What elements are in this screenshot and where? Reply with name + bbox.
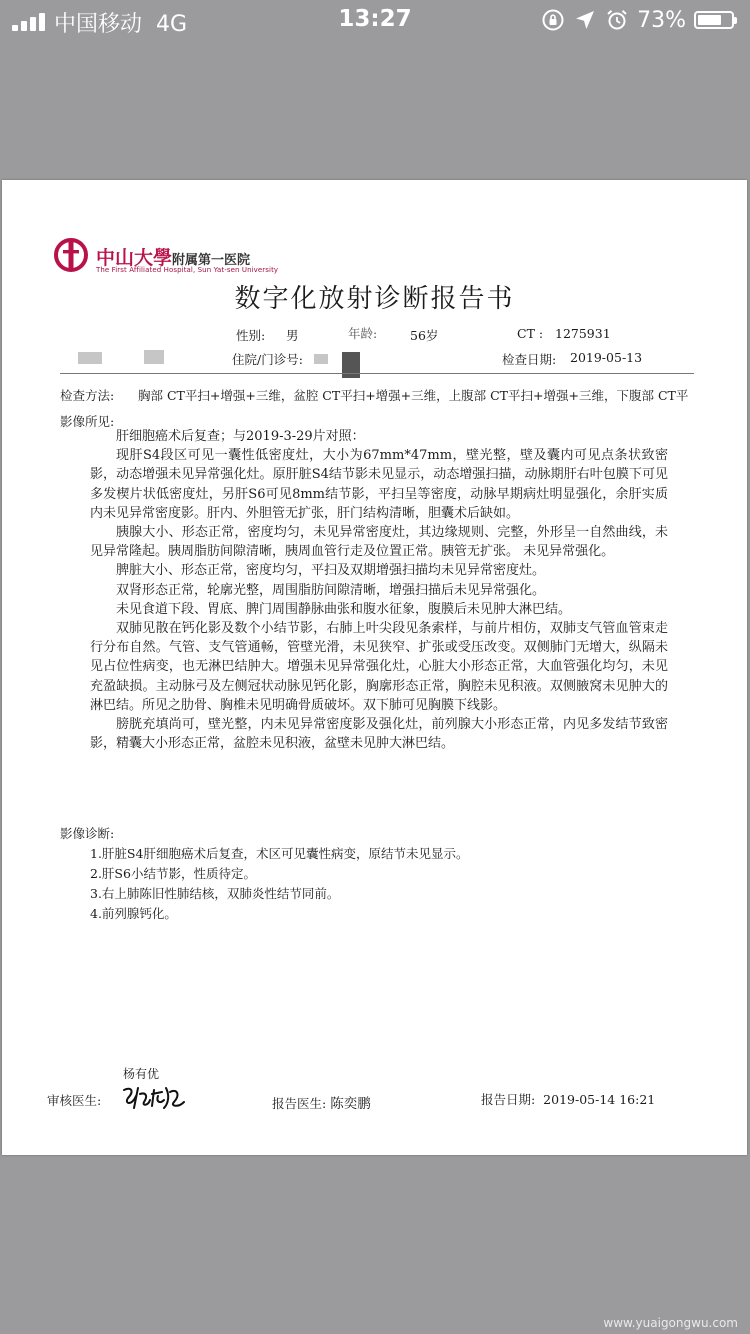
finding-paragraph: 未见食道下段、胃底、脾门周围静脉曲张和腹水征象，腹膜后未见肿大淋巴结。 — [116, 601, 572, 617]
diagnosis-label: 影像诊断: — [60, 826, 115, 841]
ct-number: 1275931 — [555, 326, 611, 341]
finding-paragraph: 现肝S4段区可见一囊性低密度灶，大小为67mm*47mm，壁光整，壁及囊内可见点条状致密影，动态增强未见异常强化灶。原肝脏S4结节影未见显示，动态增强扫描，动脉期肝右叶包膜下可见多发楔片状低密度灶，另肝S6可见8mm结节影，平扫呈等密度，动脉早期病灶明显强化，余肝实质内未见异常密度影。肝内、外胆管无扩张，肝门结构清晰，胆囊术后缺如。 — [90, 448, 668, 521]
diagnosis-item: 1.肝脏S4肝细胞癌术后复查，术区可见囊性病变，原结节未见显示。 — [90, 846, 469, 861]
finding-paragraph: 双肺见散在钙化影及数个小结节影，右肺上叶尖段见条索样，与前片相仿，双肺支气管血管束走行分布自然。气管、支气管通畅，管壁光滑，未见狭窄、扩张或受压改变。双侧肺门无增大，纵隔未见占位性病变，也无淋巴结肿大。增强未见异常强化灶，心脏大小形态正常，大血管强化均匀，未见充盈缺损。主动脉弓及左侧冠状动脉见钙化影，胸廓形态正常，胸腔未见积液。双侧腋窝未见肿大的淋巴结。所见之肋骨、胸椎未见明确骨质破坏。双下肺可见胸膜下线影。 — [90, 621, 668, 713]
finding-paragraph: 双肾形态正常，轮廓光整，周围脂肪间隙清晰，增强扫描后未见异常强化。 — [116, 582, 546, 598]
redacted-block — [314, 354, 328, 364]
alarm-icon — [605, 8, 629, 32]
exam-method-label: 检查方法: — [60, 388, 115, 403]
carrier-label: 中国移动 4G — [54, 12, 188, 37]
findings-text — [90, 427, 668, 753]
battery-level-fill — [698, 15, 721, 25]
gender-label: 性别: — [236, 328, 266, 343]
exam-date-label: 检查日期: — [502, 352, 557, 367]
hospital-name-en: The First Affiliated Hospital, Sun Yat-sen University — [96, 266, 279, 274]
exam-method-value: 胸部 CT平扫+增强+三维，盆腔 CT平扫+增强+三维，上腹部 CT平扫+增强+三维，下腹部 CT平 — [138, 388, 689, 403]
diagnosis-item: 3.右上肺陈旧性肺结核，双肺炎性结节同前。 — [90, 886, 340, 901]
status-time: 13:27 — [338, 6, 412, 32]
report-sheet — [2, 180, 747, 1155]
redacted-block — [144, 350, 164, 364]
report-title: 数字化放射诊断报告书 — [234, 284, 515, 314]
reporter-name: 陈奕鹏 — [330, 1096, 371, 1112]
redacted-block — [342, 352, 360, 378]
age-label: 年龄: — [348, 326, 378, 341]
ct-label: CT : — [517, 326, 544, 341]
reporter-label: 报告医生: 陈奕鹏 — [272, 1096, 371, 1112]
reviewer-label: 审核医生: — [47, 1093, 102, 1108]
finding-paragraph: 胰腺大小、形态正常，密度均匀，未见异常密度灶，其边缘规则、完整，外形呈一自然曲线，未见异常隆起。胰周脂肪间隙清晰，胰周血管行走及位置正常。胰管无扩张。 未见异常强化。 — [90, 525, 668, 560]
hospital-affiliate: 附属第一医院 — [172, 253, 251, 268]
hospital-logo-icon — [54, 238, 88, 272]
network-type: 4G — [156, 12, 188, 37]
exam-date-value: 2019-05-13 — [570, 350, 643, 365]
finding-paragraph: 肝细胞癌术后复查；与2019-3-29片对照： — [116, 429, 365, 444]
report-date-label: 报告日期: — [481, 1092, 536, 1107]
findings-label: 影像所见: — [60, 414, 115, 429]
age-value: 56岁 — [410, 328, 439, 343]
report-date-value: 2019-05-14 16:21 — [543, 1092, 656, 1107]
info-divider — [60, 373, 694, 374]
report-date — [481, 1090, 655, 1108]
diagnosis-item: 2.肝S6小结节影，性质待定。 — [90, 866, 256, 881]
redacted-block — [78, 352, 102, 364]
finding-paragraph: 脾脏大小、形态正常，密度均匀，平扫及双期增强扫描均未见异常密度灶。 — [116, 563, 546, 579]
diagnosis-list — [90, 844, 468, 924]
watermark: www.yuaigongwu.com — [603, 1316, 738, 1330]
status-bar — [0, 0, 750, 40]
hospital-name: 中山大學附属第一医院 — [96, 247, 251, 269]
handwritten-signature-icon — [120, 1082, 188, 1112]
finding-paragraph: 膀胱充填尚可，壁光整，内未见异常密度影及强化灶，前列腺大小形态正常，内见多发结节致密影，精囊大小形态正常，盆腔未见积液，盆壁未见肿大淋巴结。 — [90, 717, 668, 752]
orientation-lock-icon — [541, 8, 565, 32]
signer-printed-name: 杨有优 — [123, 1067, 160, 1081]
battery-icon — [694, 11, 734, 29]
location-icon — [573, 8, 597, 32]
visit-number-label: 住院/门诊号: — [232, 352, 303, 367]
battery-percent: 73% — [637, 7, 686, 33]
status-icons — [541, 6, 734, 34]
diagnosis-item: 4.前列腺钙化。 — [90, 906, 177, 921]
gender-value: 男 — [286, 328, 299, 343]
